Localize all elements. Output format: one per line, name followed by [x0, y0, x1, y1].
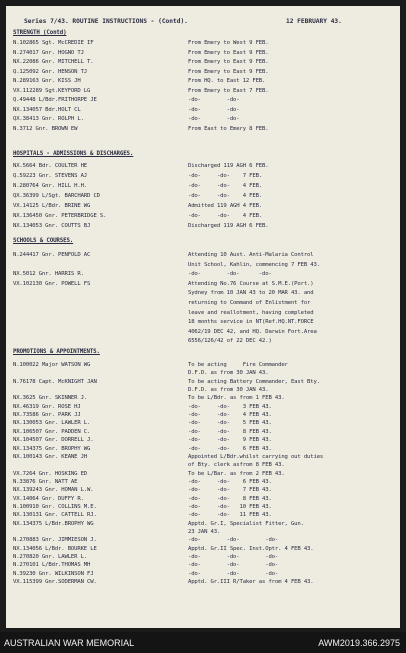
promotions-row-detail: Apptd. Gr.I, Specialist Fitter, Gun.: [188, 520, 304, 527]
hospitals-row-name: N.280764 Gnr. HILL H.H.: [13, 183, 88, 189]
promotions-row-detail: -do- -do- 8 FEB 43.: [188, 428, 272, 435]
promotions-row-name: VX.115399 Gnr.SODERMAN CW.: [13, 579, 97, 586]
promotions-row-detail: Apptd. Gr.II Spec. Inst.Optr. 4 FEB 43.: [188, 545, 314, 552]
promotions-row-detail: -do- -do- -do-: [188, 554, 279, 561]
schools-row-name: NX.5012 Gnr. HARRIS R.: [13, 271, 84, 278]
strength-row-detail: -do- -do-: [188, 97, 240, 103]
promotions-row-name: NX.46319 Gnr. ROSE HJ: [13, 403, 81, 410]
promotions-row-detail: D.F.D. as from 30 JAN 43.: [188, 387, 269, 394]
promotions-row-name: N.270883 Gnr. JIMMIESON J.: [13, 537, 97, 544]
schools-row-name: VX.102130 Gnr. POWELL FS: [13, 280, 91, 287]
strength-row-name: N.102865 Sgt. McCREDIE IF: [13, 40, 94, 46]
strength-row-name: Q.125092 Gnr. HENSON TJ: [13, 68, 88, 75]
schools-row-detail: -do- -do- -do-: [188, 271, 272, 278]
promotions-row-detail: -do- -do- -do-: [188, 562, 279, 569]
strength-row-detail: From Emery to East 7 FEB.: [188, 87, 269, 94]
promotions-row-detail: 23 JAN 43.: [188, 529, 221, 535]
hospitals-row-detail: -do- -do- 7 FEB.: [188, 173, 263, 179]
strength-row-name: VX.112289 Sgt.KEYFORD LG: [13, 87, 91, 94]
schools-heading: SCHOOLS & COURSES.: [13, 238, 74, 244]
promotions-row-name: NX.73586 Gnr. PARK JJ: [13, 412, 81, 419]
schools-row-detail: 6556/126/42 of 22 DEC 42.): [188, 338, 272, 345]
hospitals-row-detail: Admitted 119 AGH 4 FEB.: [188, 203, 263, 209]
archive-footer: [0, 632, 406, 653]
hospitals-row-name: QX.36399 L/Sgt. BARCHARD CD: [13, 193, 100, 199]
document-date: 12 FEBRUARY 43.: [286, 18, 342, 25]
hospitals-row-detail: Discharged 119 AGH 6 FEB.: [188, 163, 269, 169]
footer-reference: AWM2019.366.2975: [318, 638, 400, 648]
schools-row-detail: Sydney from 10 JAN 43 to 20 MAR 43. and: [188, 290, 314, 297]
promotions-row-name: NX.139243 Gnr. HOMAN L.W.: [13, 487, 94, 494]
promotions-row-name: N.100910 Gnr. COLLINS M.E.: [13, 503, 97, 510]
strength-row-detail: From Emery to East 9 FEB.: [188, 59, 269, 65]
strength-heading: STRENGTH (Contd): [13, 30, 67, 36]
promotions-row-detail: To be acting Fire Commander: [188, 362, 288, 368]
promotions-row-detail: -do- -do- 11 FEB 43.: [188, 512, 272, 519]
hospitals-row-detail: -do- -do- 4 FEB.: [188, 193, 263, 199]
promotions-row-name: NX.3625 Gnr. SKINNER J.: [13, 395, 88, 402]
promotions-row-detail: of Bty. clerk asfrom 8 FEB 43.: [188, 462, 285, 469]
hospitals-row-detail: -do- -do- 4 FEB.: [188, 183, 263, 189]
footer-institution: AUSTRALIAN WAR MEMORIAL: [4, 638, 135, 648]
schools-row-detail: returning to Command of Enlistment for: [188, 300, 311, 306]
strength-row-detail: From Emery to West 9 FEB.: [188, 40, 269, 46]
promotions-row-detail: -do- -do- -do-: [188, 537, 279, 544]
schools-row-detail: Attending No.76 Course at S.M.E.(Port.): [188, 280, 314, 287]
promotions-row-detail: To be L/Bdr. as from 1 FEB 43.: [188, 395, 285, 402]
promotions-row-name: NX.100143 Gnr. KEANE JH: [13, 453, 88, 460]
strength-row-name: Q.49448 L/Bdr.FRITHORPE JE: [13, 97, 97, 103]
hospitals-row-name: VX.14125 L/Bdr. BRINE WG: [13, 203, 91, 209]
promotions-row-name: N.270820 Gnr. LAWLER L.: [13, 554, 88, 561]
promotions-row-detail: -do- -do- 3 FEB 43.: [188, 403, 272, 410]
strength-row-name: N.289163 Gnr. KISS JH: [13, 78, 81, 84]
promotions-row-name: NX.130053 Gnr. LAWLER L.: [13, 420, 91, 427]
hospitals-row-name: NX.136450 Gnr. PETERBRIDGE S.: [13, 213, 107, 219]
promotions-row-name: N.270101 L/Bdr.THOMAS MH: [13, 562, 91, 569]
strength-row-detail: -do- -do-: [188, 106, 240, 113]
promotions-row-name: N.76178 Capt. McKNIGHT JAN: [13, 378, 97, 385]
strength-row-name: N.274017 Gnr. HOGNO TJ: [13, 49, 84, 56]
strength-row-name: NX.22086 Gnr. MITCHELL T.: [13, 59, 94, 65]
strength-row-detail: From East to Emery 8 FEB.: [188, 125, 269, 132]
promotions-row-name: NX.134056 L/Bdr. BOURKE LE: [13, 545, 97, 552]
hospitals-row-detail: -do- -do- 4 FEB.: [188, 213, 263, 219]
schools-row-detail: 4062/19 DEC 42, and HQ. Darwin Fort.Area: [188, 328, 317, 335]
strength-row-name: NX.134057 Bdr.HOLT CL: [13, 106, 81, 113]
schools-row-name: N.244417 Gnr. PENFOLD AC: [13, 252, 91, 258]
series-title: Series 7/43. ROUTINE INSTRUCTIONS - (Contd).: [24, 18, 188, 25]
promotions-row-detail: -do- -do- 7 FEB 43.: [188, 487, 272, 494]
schools-row-detail: leave and reallotment, having completed: [188, 309, 314, 316]
promotions-row-detail: -do- -do- 6 FEB 43.: [188, 445, 272, 452]
promotions-row-detail: Apptd. Gr.III R/Taker as from 4 FEB 43.: [188, 579, 314, 586]
hospitals-row-detail: Discharged 119 AGH 6 FEB.: [188, 223, 269, 229]
schools-row-detail: 18 months service in NT(Ref.HQ.NT.FORCE: [188, 319, 314, 326]
hospitals-row-name: NX.134053 Gnr. COUTTS BJ: [13, 223, 91, 229]
strength-row-detail: From Emery to East 9 FEB.: [188, 49, 269, 56]
promotions-row-name: N.39230 Gnr. WILKINSON FJ: [13, 570, 94, 577]
strength-row-detail: From HQ. to East 12 FEB.: [188, 78, 266, 84]
hospitals-row-name: Q.59223 Gnr. STEVENS AJ: [13, 173, 88, 179]
promotions-row-detail: -do- -do- 5 FEB 43.: [188, 420, 272, 427]
promotions-row-name: NX.106507 Gnr. PADDEN C.: [13, 428, 91, 435]
promotions-row-name: NX.130131 Gnr. CATTELL RJ.: [13, 512, 97, 519]
promotions-row-detail: D.F.D. as from 30 JAN 43.: [188, 370, 269, 377]
promotions-row-name: N.33876 Gnr. NATT AE: [13, 478, 78, 485]
promotions-row-name: VX.14064 Gnr. DUFFY R.: [13, 495, 84, 502]
promotions-row-detail: To be L/Bar. as from 2 FEB 43.: [188, 470, 285, 477]
hospitals-heading: HOSPITALS - ADMISSIONS & DISCHARGES.: [13, 151, 134, 157]
promotions-heading: PROMOTIONS & APPOINTMENTS.: [13, 349, 100, 355]
document-page: [6, 6, 400, 628]
promotions-row-detail: Appointed L/Bdr.whilst carrying out duties: [188, 453, 324, 460]
promotions-row-name: NX.104507 Gnr. DORRELL J.: [13, 437, 94, 444]
promotions-row-name: NX.134375 Gnr. BROPHY WG: [13, 445, 91, 452]
promotions-row-detail: -do- -do- 9 FEB 43.: [188, 437, 272, 444]
strength-row-name: N.3712 Gnr. BROWN EW: [13, 125, 78, 132]
promotions-row-detail: -do- -do- 8 FEB 43.: [188, 495, 272, 502]
promotions-row-detail: -do- -do- -do-: [188, 570, 279, 577]
promotions-row-detail: -do- -do- 10 FEB 43.: [188, 503, 272, 510]
hospitals-row-name: NX.5664 Bdr. COULTER HE: [13, 163, 88, 169]
promotions-row-name: N.100022 Major WATSON WG: [13, 362, 91, 368]
strength-row-name: QX.38413 Gnr. ROLPH L.: [13, 116, 84, 122]
promotions-row-detail: -do- -do- 6 FEB 43.: [188, 478, 272, 485]
strength-row-detail: -do- -do-: [188, 116, 240, 122]
schools-row-detail: Unit School, Kahlin, commencing 7 FEB 43.: [188, 261, 320, 268]
promotions-row-detail: To be acting Battery Commander, East Bty.: [188, 378, 320, 385]
promotions-row-name: VX.7264 Gnr. HOSKING ED: [13, 470, 88, 477]
strength-row-detail: From Emery to East 9 FEB.: [188, 68, 269, 75]
promotions-row-name: NX.134375 L/Bdr.BROPHY WG: [13, 520, 94, 527]
schools-row-detail: Attending 10 Aust. Anti-Malaria Control: [188, 252, 314, 258]
promotions-row-detail: -do- -do- 4 FEB 43.: [188, 412, 272, 419]
